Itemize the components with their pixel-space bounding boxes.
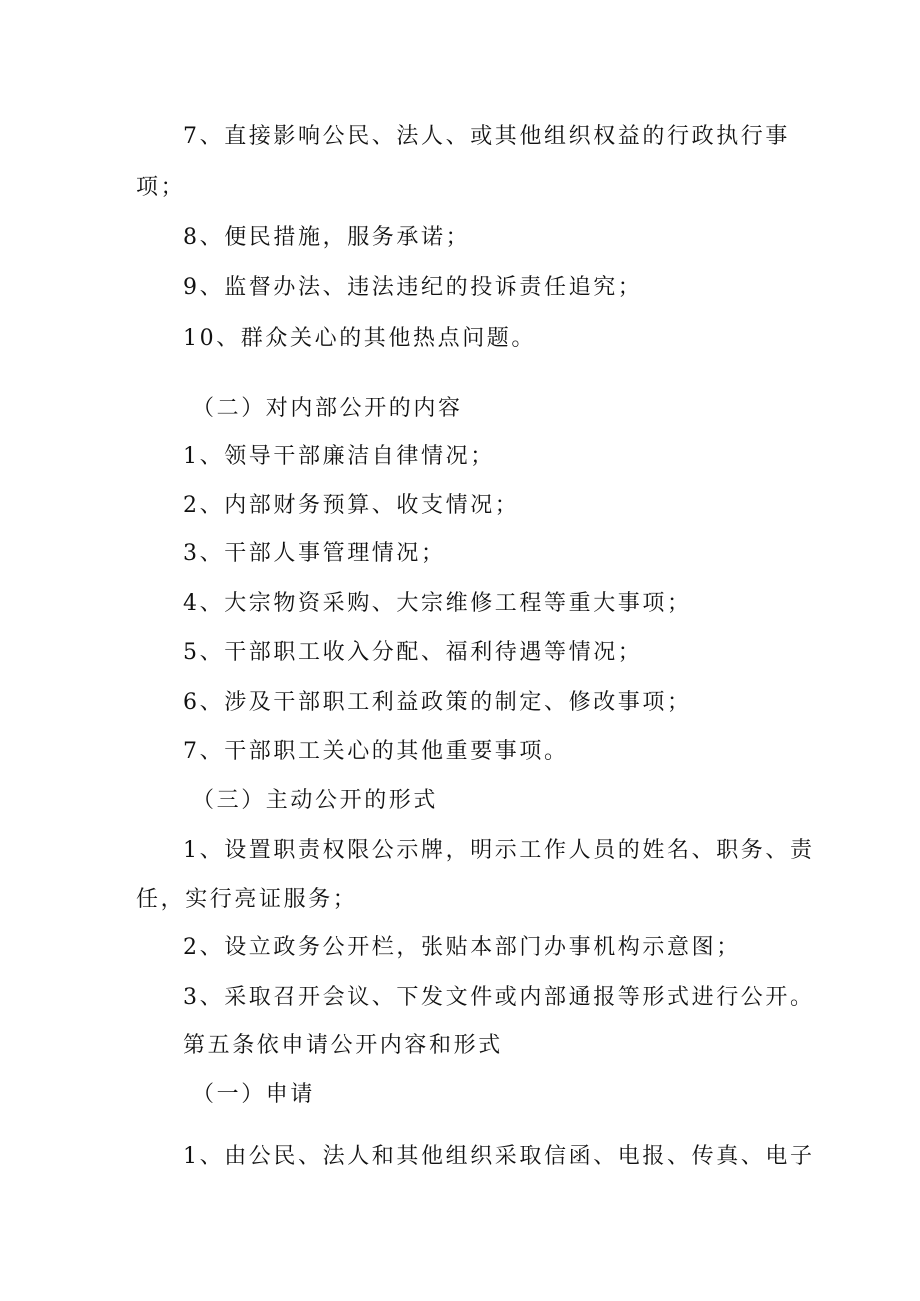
application-item-1: 1、由公民、法人和其他组织采取信函、电报、传真、电子 <box>183 1144 815 1169</box>
internal-item-4: 4、大宗物资采购、大宗维修工程等重大事项； <box>183 591 692 616</box>
list-item-7-line-1: 7、直接影响公民、法人、或其他组织权益的行政执行事 <box>183 124 790 149</box>
list-item-7-line-2: 项； <box>136 175 186 200</box>
internal-item-6: 6、涉及干部职工利益政策的制定、修改事项； <box>183 690 692 715</box>
internal-item-1: 1、领导干部廉洁自律情况； <box>183 444 495 469</box>
section-heading-active-forms: （三）主动公开的形式 <box>192 788 439 813</box>
form-item-1-line-2: 任，实行亮证服务； <box>136 887 358 912</box>
form-item-3: 3、采取召开会议、下发文件或内部通报等形式进行公开。 <box>183 985 815 1010</box>
list-item-8: 8、便民措施，服务承诺； <box>183 225 471 250</box>
internal-item-2: 2、内部财务预算、收支情况； <box>183 493 520 518</box>
internal-item-3: 3、干部人事管理情况； <box>183 541 446 566</box>
list-item-9: 9、监督办法、违法违纪的投诉责任追究； <box>183 275 643 300</box>
internal-item-5: 5、干部职工收入分配、福利待遇等情况； <box>183 640 643 665</box>
section-heading-application: （一）申请 <box>192 1082 316 1107</box>
list-item-10: 10、群众关心的其他热点问题。 <box>183 326 536 351</box>
internal-item-7: 7、干部职工关心的其他重要事项。 <box>183 739 569 764</box>
form-item-2: 2、设立政务公开栏，张贴本部门办事机构示意图； <box>183 935 741 960</box>
article-heading: 第五条依申请公开内容和形式 <box>183 1033 503 1058</box>
form-item-1-line-1: 1、设置职责权限公示牌，明示工作人员的姓名、职务、责 <box>183 838 815 863</box>
section-heading-internal: （二）对内部公开的内容 <box>192 396 463 421</box>
